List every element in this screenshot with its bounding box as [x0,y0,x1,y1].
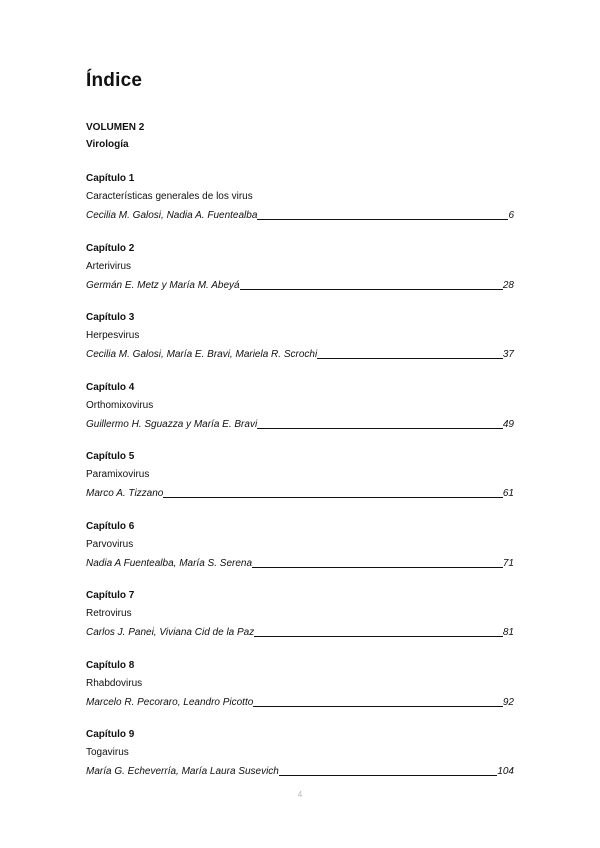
chapter-label: Capítulo 1 [86,173,135,184]
chapter-authors-line [86,557,514,569]
leader-line [252,567,503,568]
chapter-label: Capítulo 9 [86,729,135,740]
chapter-authors-line [86,626,514,638]
chapter-page-number: 92 [502,696,514,708]
page-title: Índice [86,70,143,91]
chapter-page-number: 61 [502,488,514,499]
chapter-authors-line [86,348,514,360]
chapter-topic: Rhabdovirus [86,677,143,689]
chapter-page-number: 28 [502,279,514,291]
chapter-page-number: 49 [502,418,514,430]
subject-heading: Virología [86,139,129,150]
toc-entry [86,382,514,452]
chapter-topic: Herpesvirus [86,330,140,341]
chapter-label: Capítulo 7 [86,590,135,601]
chapter-authors: Carlos J. Panei, Viviana Cid de la Paz [86,627,255,638]
chapter-page-number: 37 [502,349,514,360]
leader-line [240,289,503,290]
chapter-authors-line [86,279,514,291]
chapter-authors: Nadia A Fuentealba, María S. Serena [86,557,253,569]
page-number: 4 [297,790,303,799]
chapter-authors-line [86,696,514,708]
chapter-authors: Marco A. Tizzano [86,488,164,499]
leader-line [317,358,503,359]
chapter-page-number: 71 [502,557,514,569]
chapter-topic: Orthomixovirus [86,399,154,411]
toc-entry [86,729,514,799]
chapter-topic: Retrovirus [86,608,132,619]
chapter-topic: Arterivirus [86,260,132,272]
chapter-authors-line [86,487,514,499]
chapter-topic: Características generales de los virus [86,191,253,202]
chapter-page-number: 104 [497,766,514,777]
toc-entry [86,521,514,591]
toc-entry [86,243,514,313]
chapter-label: Capítulo 3 [86,312,135,323]
leader-line [257,428,503,429]
chapter-authors-line [86,418,514,430]
toc-entry [86,451,514,521]
chapter-authors: Guillermo H. Sguazza y María E. Bravi [86,418,258,430]
leader-line [279,775,497,776]
toc-entry [86,173,514,243]
toc-entry [86,660,514,730]
chapter-page-number: 6 [508,210,514,221]
toc-entry [86,312,514,382]
chapter-authors: Marcelo R. Pecoraro, Leandro Picotto [86,696,254,708]
chapter-label: Capítulo 2 [86,242,135,254]
volume-heading: VOLUMEN 2 [86,122,145,133]
leader-line [257,219,508,220]
leader-line [254,636,503,637]
chapter-authors: Germán E. Metz y María M. Abeyá [86,279,240,291]
chapter-label: Capítulo 8 [86,659,135,671]
leader-line [163,497,503,498]
chapter-authors: María G. Echeverría, María Laura Susevich [86,766,279,777]
chapter-label: Capítulo 6 [86,520,135,532]
leader-line [253,706,503,707]
chapter-authors-line [86,765,514,777]
chapter-label: Capítulo 4 [86,381,135,393]
toc-entry [86,590,514,660]
chapter-authors: Cecilia M. Galosi, Nadia A. Fuentealba [86,210,258,221]
chapter-authors-line [86,209,514,221]
chapter-topic: Togavirus [86,747,129,758]
table-of-contents [86,173,514,799]
chapter-authors: Cecilia M. Galosi, María E. Bravi, Mariela R. Scrochi [86,349,318,360]
chapter-page-number: 81 [502,627,514,638]
chapter-topic: Parvovirus [86,538,134,550]
chapter-topic: Paramixovirus [86,469,150,480]
chapter-label: Capítulo 5 [86,451,135,462]
